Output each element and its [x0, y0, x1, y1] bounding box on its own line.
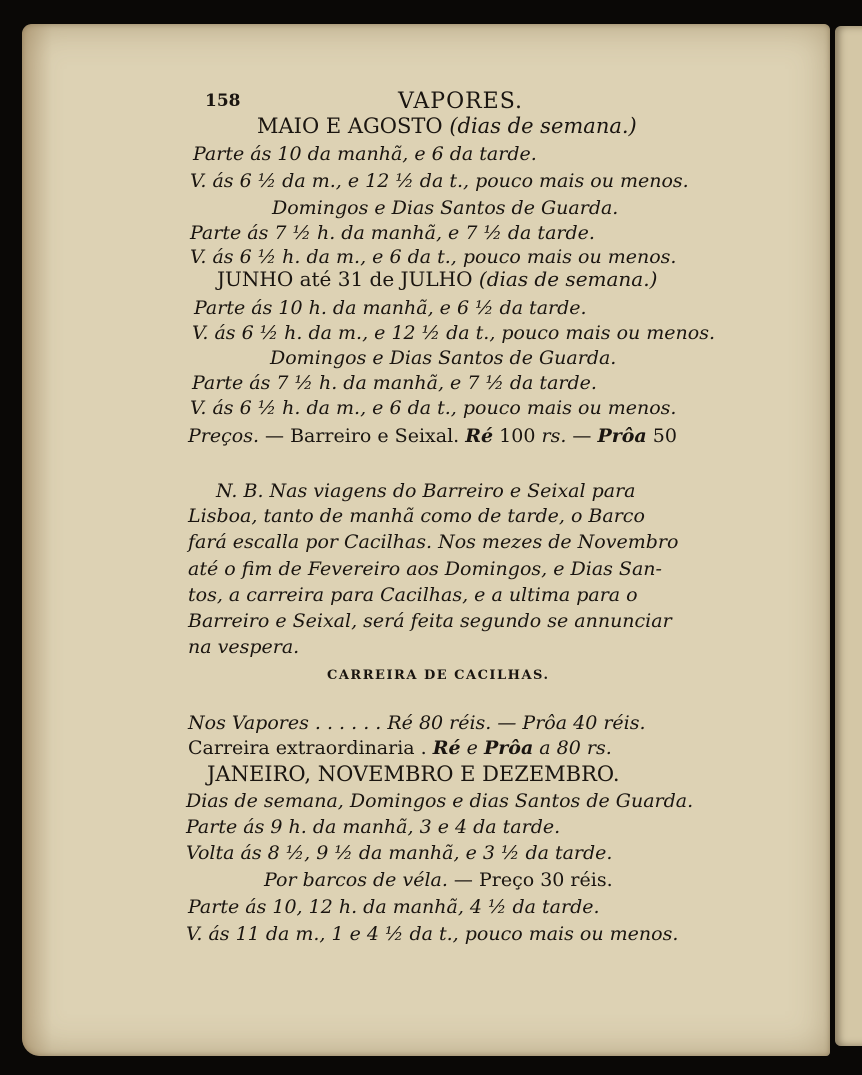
text-line: V. ás 6 ½ h. da m., e 6 da t., pouco mais ou menos. — [190, 246, 677, 268]
text-line: Parte ás 10 h. da manhã, e 6 ½ da tarde. — [194, 297, 587, 319]
heading-maio-agosto: MAIO E AGOSTO (dias de semana.) — [257, 114, 637, 138]
text-line: Carreira extraordinaria . Ré e Prôa a 80 rs. — [188, 737, 612, 759]
text-line: Nos Vapores . . . . . . Ré 80 réis. — Prôa 40 réis. — [188, 712, 646, 734]
text-line: Parte ás 10, 12 h. da manhã, 4 ½ da tarde. — [188, 896, 600, 918]
text-line: Parte ás 7 ½ h. da manhã, e 7 ½ da tarde. — [192, 372, 597, 394]
text-line: V. ás 6 ½ h. da m., e 6 da t., pouco mais ou menos. — [190, 397, 677, 419]
text-line: Parte ás 7 ½ h. da manhã, e 7 ½ da tarde. — [190, 222, 595, 244]
note-line: tos, a carreira para Cacilhas, e a ultima para o — [188, 584, 638, 606]
note-line: N. B. Nas viagens do Barreiro e Seixal para — [216, 480, 636, 502]
text-line: Parte ás 9 h. da manhã, 3 e 4 da tarde. — [186, 816, 561, 838]
text-line: Volta ás 8 ½, 9 ½ da manhã, e 3 ½ da tarde. — [186, 842, 613, 864]
heading-junho-julho: JUNHO até 31 de JULHO (dias de semana.) — [217, 267, 658, 291]
prices-line: Preços. — Barreiro e Seixal. Ré 100 rs. — Prôa 50 — [188, 425, 677, 447]
text-line: V. ás 11 da m., 1 e 4 ½ da t., pouco mais ou menos. — [186, 923, 679, 945]
note-line: Barreiro e Seixal, será feita segundo se annunciar — [188, 610, 672, 632]
page-number: 158 — [205, 91, 241, 111]
running-head: VAPORES. — [398, 89, 524, 114]
text-subheading: Domingos e Dias Santos de Guarda. — [270, 347, 617, 369]
text-line: Dias de semana, Domingos e dias Santos de Guarda. — [186, 790, 694, 812]
text-line: Por barcos de véla. — Preço 30 réis. — [264, 869, 613, 891]
next-page-edge — [835, 26, 862, 1046]
text-line: V. ás 6 ½ da m., e 12 ½ da t., pouco mais ou menos. — [190, 170, 689, 192]
note-line: até o fim de Fevereiro aos Domingos, e Dias San- — [188, 558, 662, 580]
note-line: fará escalla por Cacilhas. Nos mezes de Novembro — [188, 531, 679, 553]
note-line: na vespera. — [188, 636, 300, 658]
text-line: Parte ás 10 da manhã, e 6 da tarde. — [193, 143, 537, 165]
text-line: V. ás 6 ½ h. da m., e 12 ½ da t., pouco mais ou menos. — [192, 322, 716, 344]
text-subheading: Domingos e Dias Santos de Guarda. — [272, 197, 619, 219]
note-line: Lisboa, tanto de manhã como de tarde, o Barco — [188, 505, 645, 527]
heading-janeiro-dezembro: JANEIRO, NOVEMBRO E DEZEMBRO. — [207, 762, 620, 786]
section-heading-cacilhas: CARREIRA DE CACILHAS. — [327, 668, 550, 683]
